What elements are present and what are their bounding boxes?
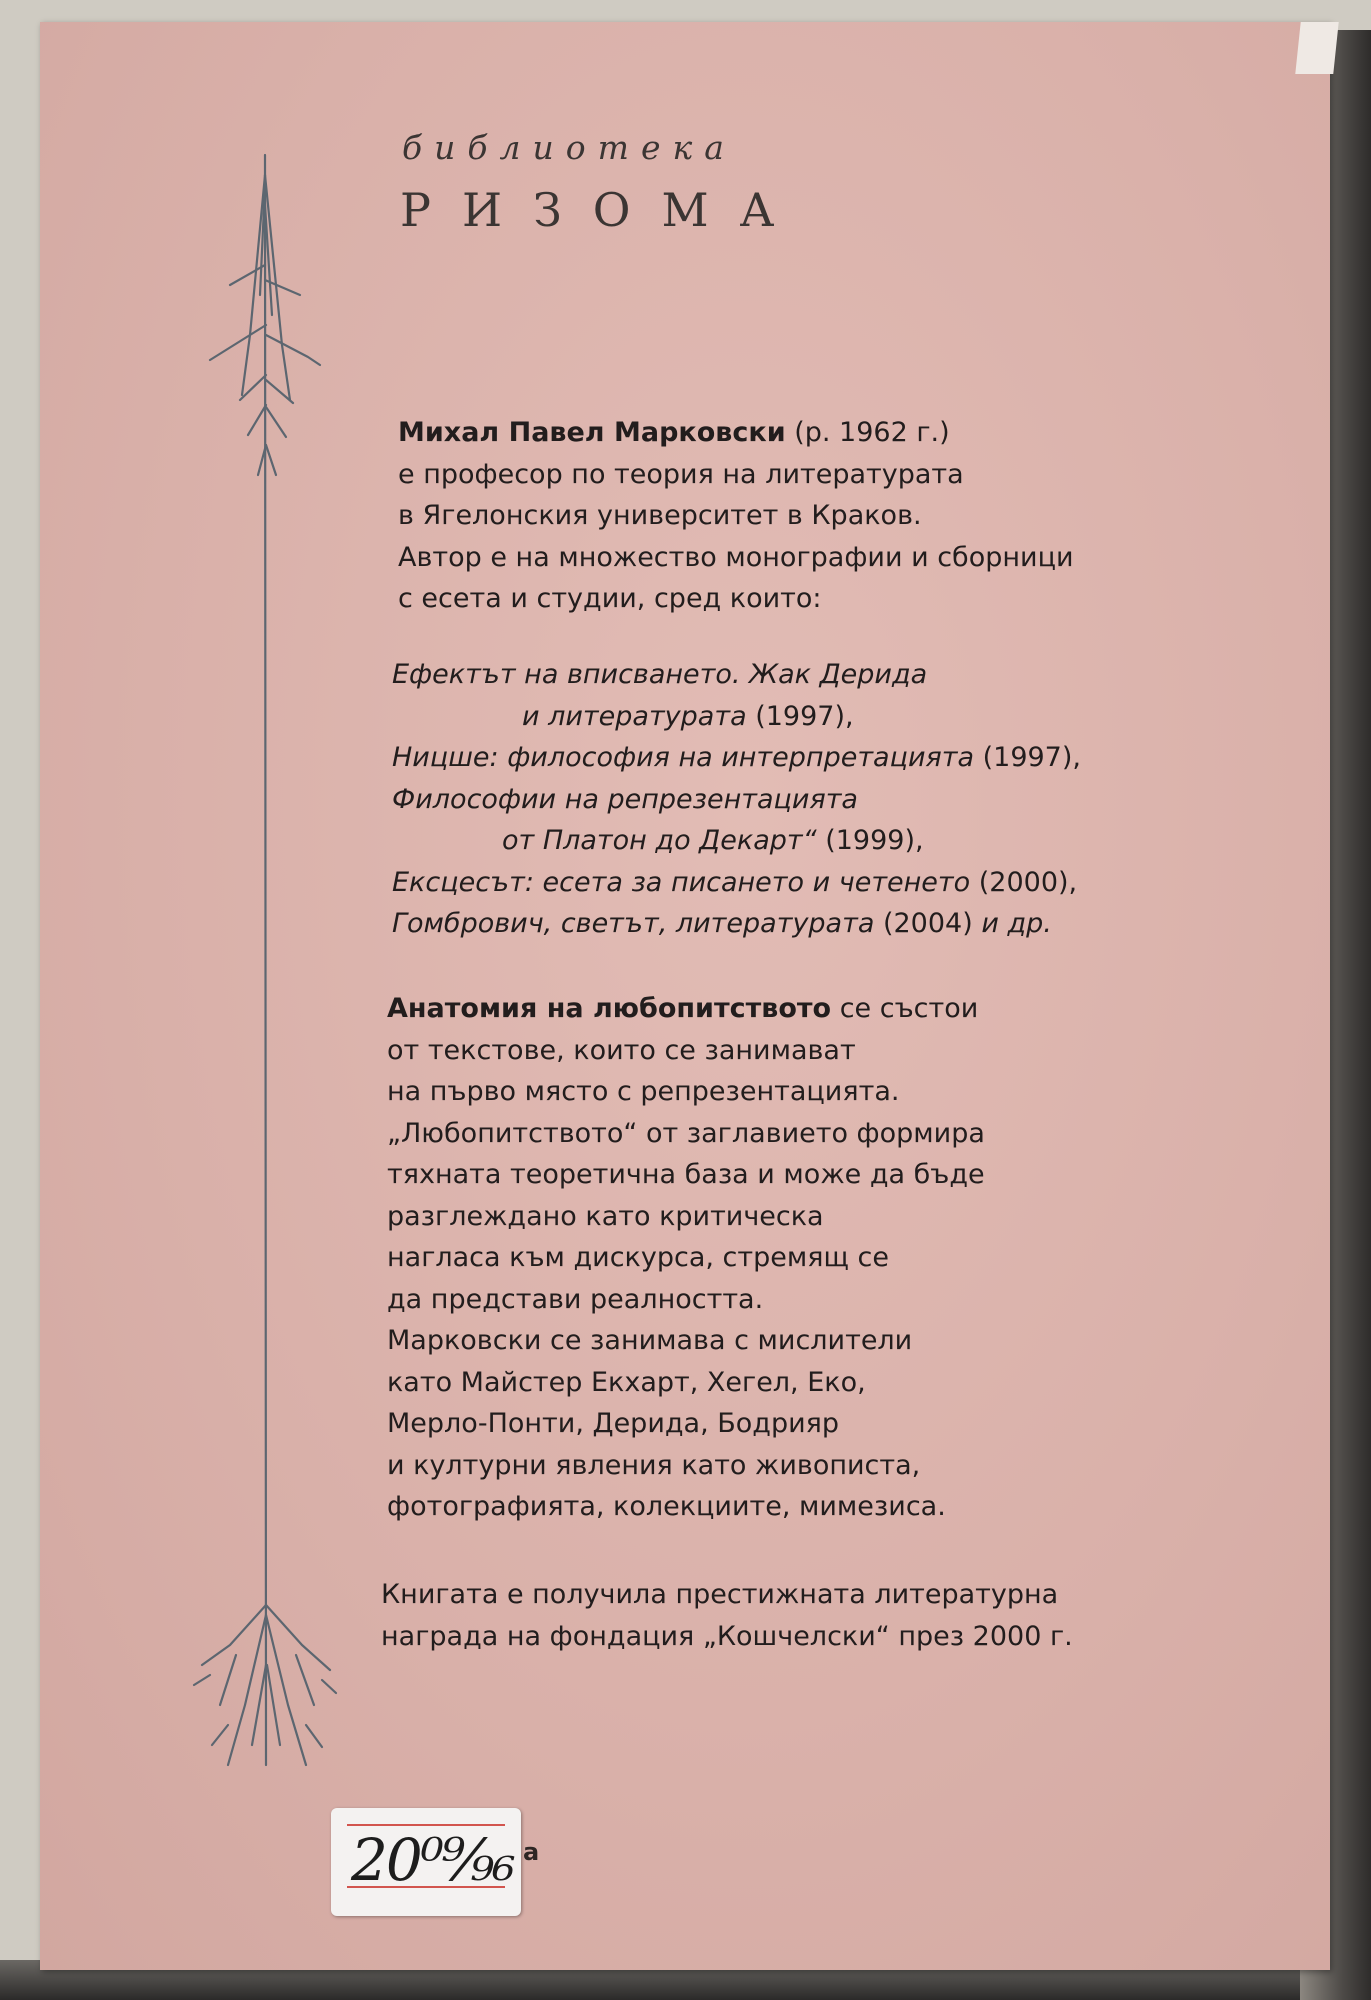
description-line: Мерло-Понти, Дерида, Бодрияр	[387, 1408, 840, 1439]
work-line	[392, 903, 1081, 945]
description-line: нагласа към дискурса, стремящ се	[387, 1242, 889, 1273]
work-year: (1997),	[974, 742, 1081, 773]
work-title: Философии на репрезентацията	[392, 783, 858, 815]
description-line: да представи реалността.	[387, 1283, 764, 1315]
work-year: (2000),	[970, 866, 1078, 898]
description-line: от текстове, които се занимават	[387, 1034, 856, 1066]
series-name: РИЗОМА	[400, 183, 806, 237]
publisher-mark-letter: а	[523, 1838, 540, 1866]
book-title: Анатомия на любопитството	[387, 993, 832, 1024]
book-title-line: Анатомия на любопитството се състои	[387, 993, 979, 1024]
author-name: Михал Павел Марковски	[398, 417, 786, 448]
author-birth: (р. 1962 г.)	[785, 417, 950, 448]
work-title: Ефектът на вписването. Жак Дерида	[392, 659, 928, 690]
book-description	[387, 988, 985, 1528]
work-etc: и др.	[981, 908, 1052, 939]
work-title: и литературата	[522, 700, 747, 732]
author-bio-line: е професор по теория на литературата	[398, 458, 964, 490]
work-line	[392, 779, 1081, 821]
work-line	[392, 696, 1081, 738]
work-line	[392, 862, 1081, 904]
work-line	[392, 654, 1081, 696]
description-line: и културни явления като живописта,	[387, 1449, 921, 1481]
work-title: от Платон до Декарт“	[502, 825, 817, 856]
author-bio-line: с есета и студии, сред които:	[398, 583, 822, 614]
series-label: библиотека	[402, 128, 736, 167]
tree-illustration	[190, 145, 340, 1825]
award-line: Книгата е получила престижната литературна	[381, 1579, 1059, 1610]
description-line: Марковски се занимава с мислители	[387, 1325, 913, 1356]
work-line	[392, 820, 1081, 862]
work-line	[392, 737, 1081, 779]
work-title: Ницше: философия на интерпретацията	[392, 742, 975, 773]
author-bio	[398, 412, 1074, 620]
work-year: (2004)	[874, 908, 982, 939]
price-sticker	[331, 1808, 521, 1916]
author-name-line	[398, 412, 1074, 454]
work-title: Ексцесът: есета за писането и четенето	[392, 866, 971, 898]
author-bio-line: Автор е на множество монографии и сборници	[398, 541, 1074, 573]
work-year: (1999),	[816, 825, 924, 856]
works-list	[392, 654, 1081, 945]
description-line: разглеждано като критическа	[387, 1200, 824, 1232]
description-line: „Любопитството“ от заглавието формира	[387, 1117, 985, 1149]
price-handwritten: 20⁰⁹⁄₉₆	[351, 1826, 514, 1894]
description-line: на първо място с репрезентацията.	[387, 1076, 900, 1107]
cover-corner-wear	[1295, 22, 1338, 74]
work-year: (1997),	[746, 700, 854, 732]
description-line: като Майстер Екхарт, Хегел, Еко,	[387, 1366, 866, 1398]
description-line: фотографията, колекциите, мимезиса.	[387, 1491, 946, 1522]
work-title: Гомбрович, светът, литературата	[392, 908, 875, 939]
award-note	[381, 1574, 1073, 1657]
author-bio-line: в Ягелонския университет в Краков.	[398, 500, 922, 531]
award-line: награда на фондация „Кошчелски“ през 2000 г.	[381, 1620, 1073, 1652]
description-line: тяхната теоретична база и може да бъде	[387, 1159, 985, 1190]
